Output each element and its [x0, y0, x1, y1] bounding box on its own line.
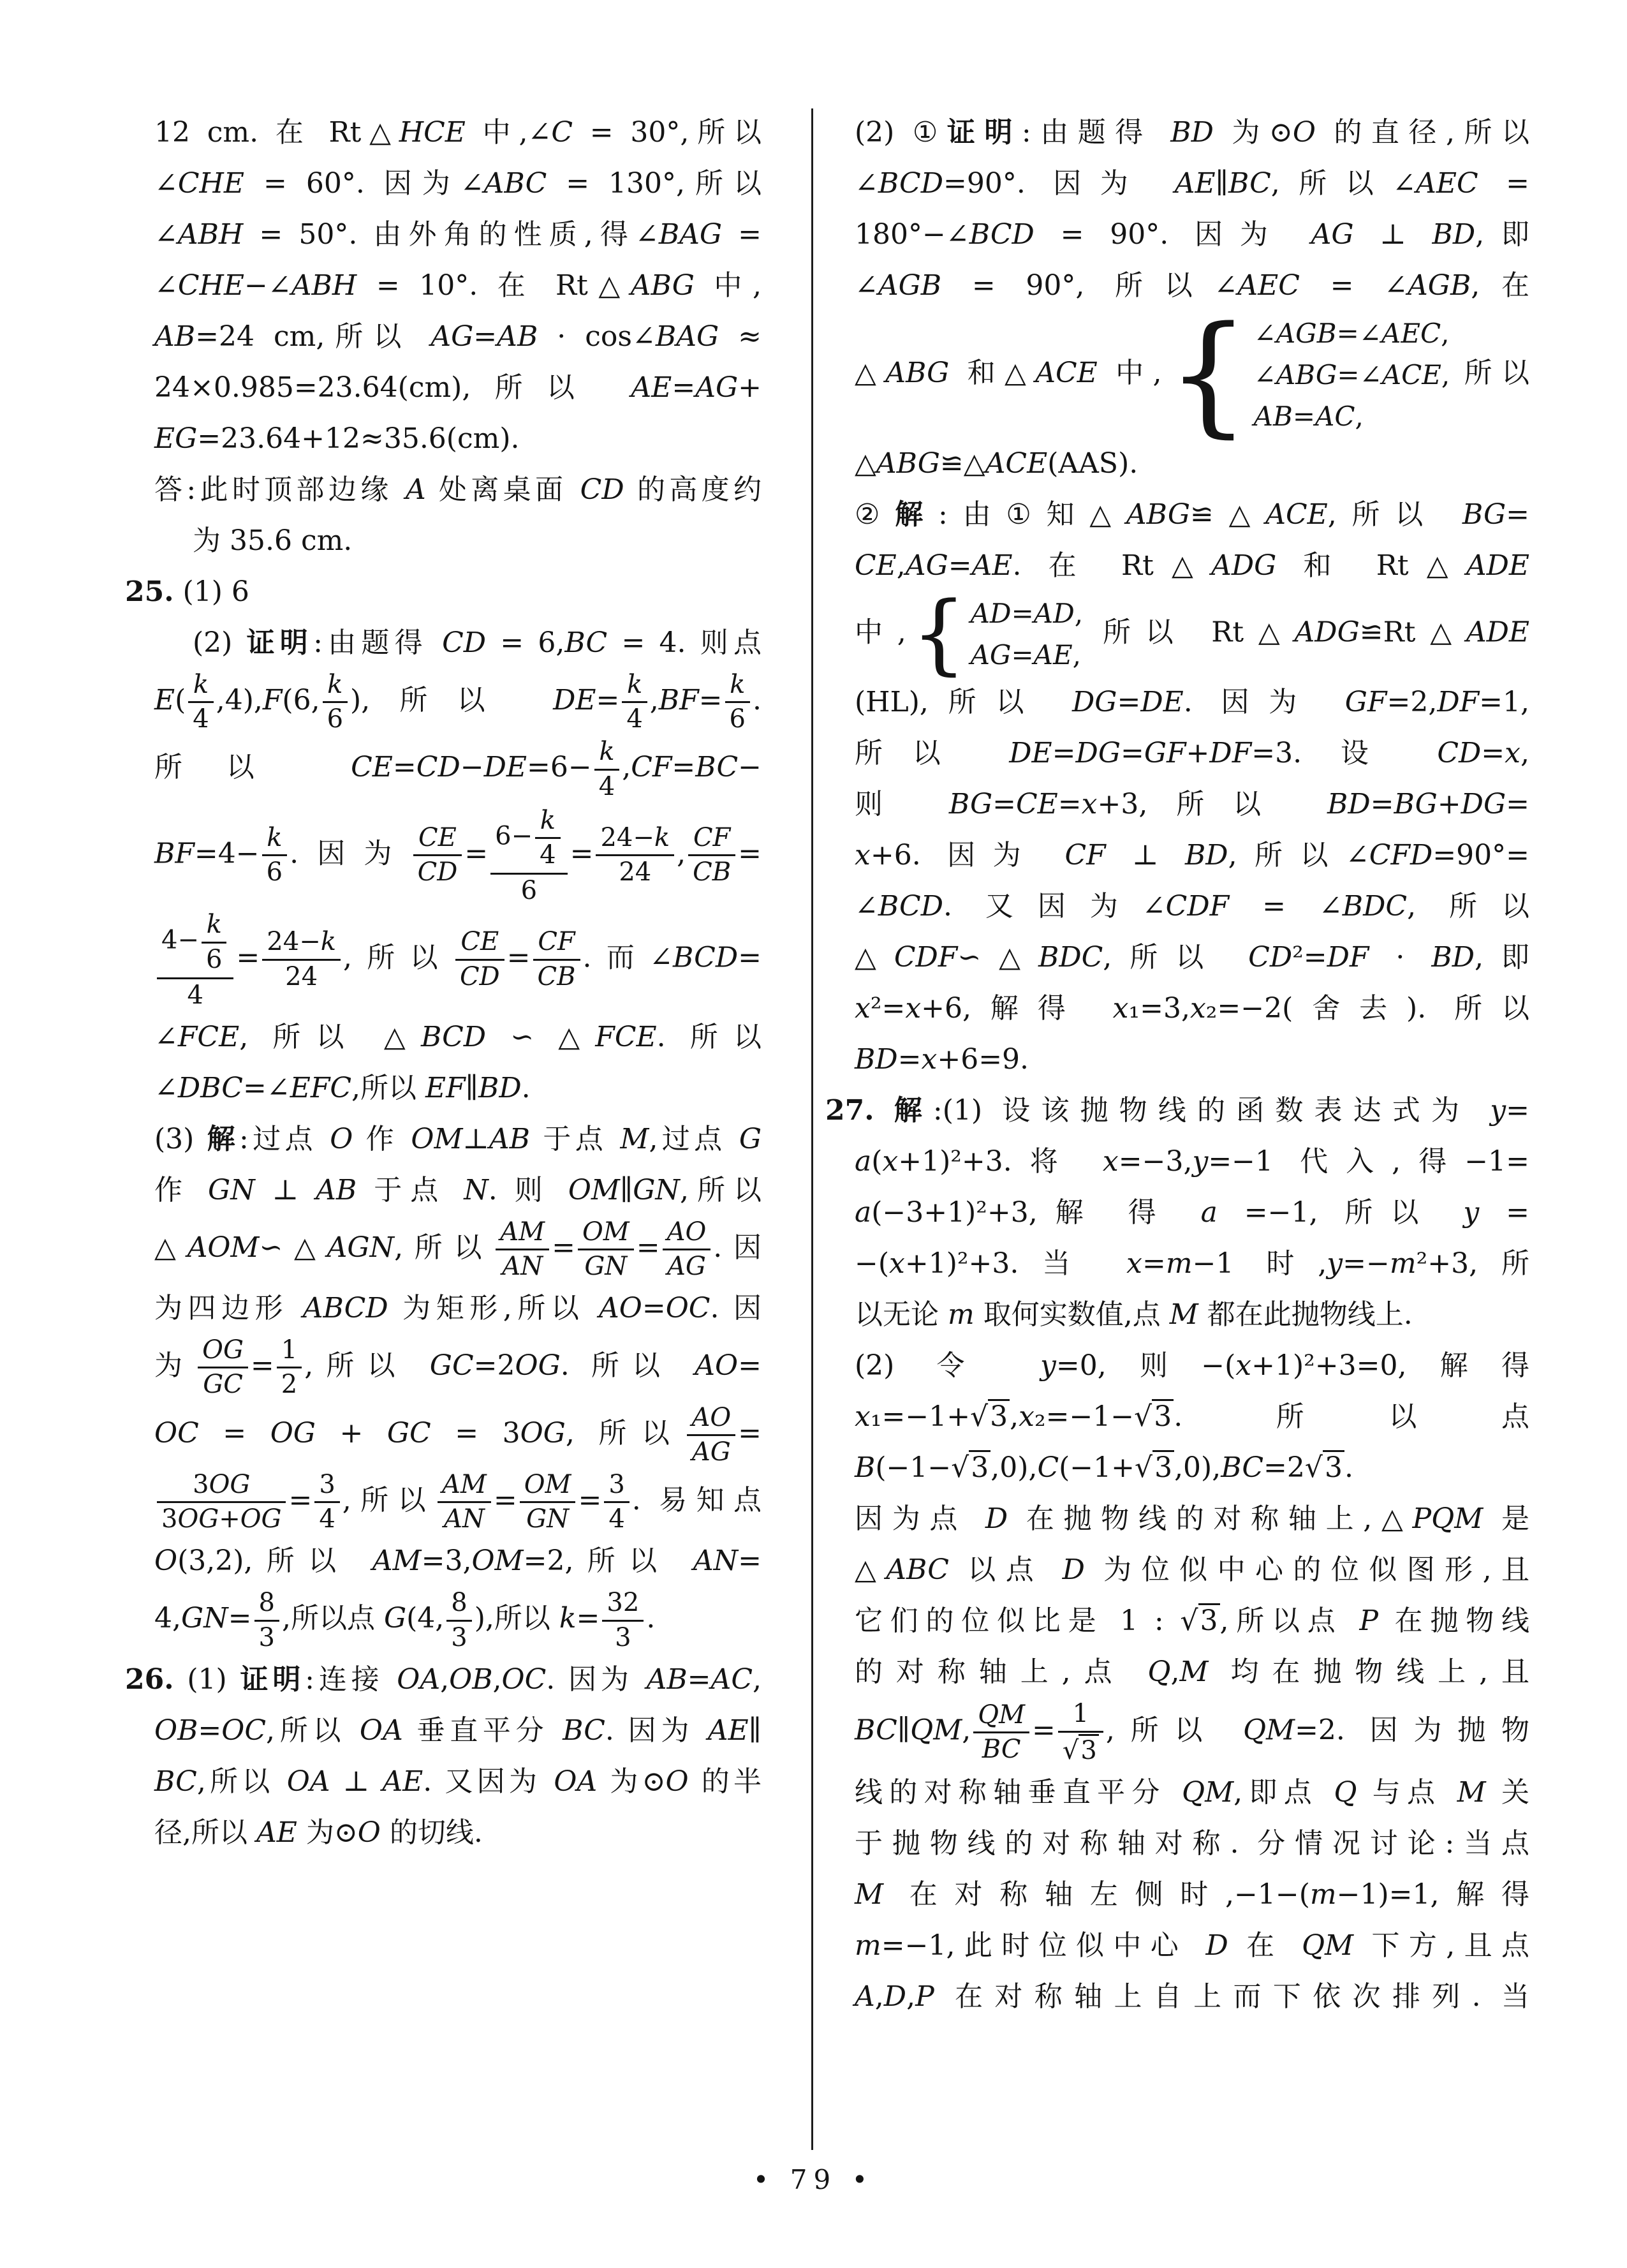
- text-line: $\frac{3OG}{3OG+OG}$ = $\frac{3}{4}$ ,所以 $\frac{AM}{AN}$ = $\frac{OM}{GN}$ = $\frac{3}{4}$ . 易知点: [154, 1469, 762, 1536]
- text-line: (HL),所以 DG=DE. 因为 GF=2,DF=1,: [855, 686, 1529, 719]
- square-root: √3: [951, 1451, 990, 1484]
- fraction: $\frac{AO}{AG}$: [663, 1217, 711, 1282]
- text-line: 则 BG=CE=x+3,所以 BD=BG+DG=: [855, 788, 1529, 821]
- fraction: $\frac{CE}{CD}$: [413, 823, 462, 887]
- text-line: (2) 令 y=0,则−(x+1)²+3=0,解得: [855, 1349, 1529, 1382]
- text-line: 26. (1) 证明:连接 OA,OB,OC. 因为 AB=AC,: [125, 1663, 762, 1696]
- square-root: √3: [1305, 1451, 1344, 1484]
- text-line: A,D,P 在对称轴上自上而下依次排列. 当: [855, 1980, 1529, 2013]
- text-line: △ABC 以点 D 为位似中心的位似图形,且: [855, 1553, 1529, 1587]
- text-line: x+6. 因为 CF ⊥ BD,所以∠CFD=90°=: [855, 839, 1529, 872]
- fraction: $\frac{QM}{BC}$: [973, 1700, 1029, 1765]
- text-line: 作 GN ⊥ AB 于点 N. 则 OM∥GN,所以: [154, 1173, 762, 1206]
- fraction: 6− $\frac{k}{4}$ 6: [490, 804, 567, 907]
- text-line: OB=OC,所以 OA 垂直平分 BC. 因为 AE∥: [154, 1714, 762, 1747]
- text-line: △ABG 和△ACE 中, { ∠AGB=∠AEC, ∠ABG=∠ACE, AB=AC, 所以: [855, 298, 1529, 450]
- text-line: 的对称轴上,点 Q,M 均在抛物线上,且: [855, 1656, 1529, 1689]
- text-line: ∠BCD. 又因为∠CDF = ∠BDC, 所以: [855, 890, 1529, 923]
- text-line: 为 $\frac{OG}{GC}$ = $\frac{1}{2}$ ,所以 GC=2OG. 所以 AO=: [154, 1335, 762, 1400]
- fraction: $\frac{CF}{CB}$: [533, 927, 580, 991]
- square-root: √3: [1134, 1400, 1174, 1433]
- text-line: 它们的位似比是 1 : √3,所以点 P 在抛物线: [855, 1605, 1529, 1638]
- fraction: $\frac{3}{4}$: [604, 1470, 629, 1534]
- text-line: x₁=−1+√3,x₂=−1−√3. 所以点: [855, 1400, 1529, 1434]
- text-line: 25. (1) 6: [125, 575, 249, 608]
- fraction: $\frac{k}{6}$: [725, 670, 750, 734]
- fraction: $\frac{24-k}{24}$: [596, 823, 674, 887]
- text-line: AB=24 cm,所以 AG=AB · cos∠BAG ≈: [154, 320, 762, 353]
- text-line: 所以 CE=CD−DE=6− $\frac{k}{4}$ ,CF=BC−: [154, 737, 762, 801]
- text-line: a(−3+1)²+3,解 得 a =−1, 所以 y =: [855, 1196, 1529, 1229]
- text-line: M 在对称轴左侧时,−1−(m−1)=1,解得: [855, 1878, 1530, 1911]
- text-line: 12 cm. 在 Rt△HCE 中,∠C = 30°,所以: [154, 116, 762, 149]
- text-line: (2) 证明:由题得 CD = 6,BC = 4. 则点: [193, 626, 762, 659]
- text-line: 为四边形 ABCD 为矩形,所以 AO=OC. 因: [154, 1292, 762, 1325]
- page-footer: [0, 2164, 1627, 2195]
- text-line: ∠ABH = 50°. 由外角的性质,得∠BAG =: [154, 218, 762, 251]
- fraction: 4− $\frac{k}{6}$ 4: [157, 908, 233, 1011]
- equation-system: { ∠AGB=∠AEC, ∠ABG=∠ACE, AB=AC,: [1167, 298, 1450, 450]
- square-root: √3: [1135, 1451, 1174, 1484]
- text-line: ∠CHE−∠ABH = 10°. 在 Rt△ABG 中,: [154, 269, 762, 302]
- text-line: −(x+1)²+3.当 x=m−1 时,y=−m²+3,所: [855, 1247, 1529, 1280]
- fraction: $\frac{k}{6}$: [262, 823, 287, 887]
- text-line: ∠CHE = 60°. 因为∠ABC = 130°,所以: [154, 167, 762, 200]
- text-line: △AOM∽△AGN,所以 $\frac{AM}{AN}$ = $\frac{OM}{GN}$ = $\frac{AO}{AG}$ .因: [154, 1217, 762, 1282]
- fraction: $\frac{AM}{AN}$: [438, 1470, 491, 1534]
- fraction: $\frac{k}{4}$: [535, 806, 560, 870]
- text-line: 4− $\frac{k}{6}$ 4 = $\frac{24-k}{24}$ ,所以 $\frac{CE}{CD}$ = $\frac{CF}{CB}$ .而∠BCD=: [154, 907, 762, 1012]
- text-line: OC = OG + GC = 3OG, 所以 $\frac{AO}{AG}$ =: [154, 1402, 762, 1467]
- fraction: $\frac{24-k}{24}$: [262, 927, 341, 991]
- fraction: $\frac{k}{4}$: [188, 670, 213, 734]
- text-line: 27. 解:(1) 设该抛物线的函数表达式为 y=: [825, 1094, 1530, 1127]
- left-brace: {: [911, 583, 967, 685]
- text-line: (2) ①证明:由题得 BD 为⊙O 的直径,所以: [855, 116, 1529, 149]
- text-line: △CDF∽△BDC,所以 CD²=DF · BD,即: [855, 941, 1529, 974]
- fraction: $\frac{AM}{AN}$: [496, 1217, 549, 1282]
- text-line: 线的对称轴垂直平分 QM,即点 Q 与点 M 关: [855, 1775, 1529, 1809]
- text-line: ∠AGB = 90°, 所以∠AEC = ∠AGB,在: [855, 269, 1529, 302]
- fraction: $\frac{OM}{GN}$: [520, 1470, 576, 1534]
- fraction: $\frac{AO}{AG}$: [687, 1403, 735, 1467]
- text-line: x²=x+6,解得 x₁=3,x₂=−2(舍去). 所以: [855, 992, 1529, 1025]
- column-divider-rule: [811, 108, 813, 2150]
- text-line: a(x+1)²+3.将 x=−3,y=−1 代入,得−1=: [855, 1145, 1530, 1178]
- fraction: $\frac{8}{3}$: [254, 1588, 279, 1652]
- text-line: 径,所以 AE 为⊙O 的切线.: [154, 1816, 483, 1849]
- fraction: $\frac{1}{2}$: [277, 1335, 302, 1400]
- text-line: ∠BCD=90°. 因为 AE∥BC,所以∠AEC =: [855, 167, 1529, 200]
- fraction: $\frac{k}{6}$: [323, 670, 348, 734]
- text-line: 因为点 D 在抛物线的对称轴上,△PQM 是: [855, 1502, 1529, 1536]
- text-line: △ABG≌△ACE(AAS).: [855, 447, 1138, 480]
- fraction: $\frac{k}{4}$: [622, 670, 647, 734]
- text-line: 所以 DE=DG=GF+DF=3. 设 CD=x,: [855, 737, 1529, 770]
- text-line: CE,AG=AE. 在 Rt△ADG 和 Rt△ADE: [855, 549, 1529, 582]
- text-line: 为 35.6 cm.: [193, 524, 353, 557]
- square-root: √3: [1180, 1605, 1219, 1637]
- text-line: BF=4− $\frac{k}{6}$ .因为 $\frac{CE}{CD}$ = 6− $\frac{k}{4}$ 6 = $\frac{24-k}{24}$ , $\frac{CF}{CB}$ =: [154, 805, 762, 906]
- fraction: $\frac{OG}{GC}$: [198, 1335, 248, 1400]
- page-number: • 79 •: [753, 2164, 874, 2195]
- text-line: B(−1−√3,0),C(−1+√3,0),BC=2√3.: [855, 1451, 1353, 1485]
- square-root: √3: [1063, 1736, 1099, 1765]
- left-text-column: [125, 107, 762, 1858]
- text-line: 180°−∠BCD = 90°. 因为 AG ⊥ BD,即: [855, 218, 1529, 251]
- text-line: BD=x+6=9.: [855, 1043, 1029, 1076]
- text-line: 24×0.985=23.64(cm),所以 AE=AG+: [154, 371, 762, 404]
- left-brace: {: [1167, 298, 1250, 450]
- text-line: 于抛物线的对称轴对称. 分情况讨论:当点: [855, 1827, 1529, 1860]
- text-line: m=−1,此时位似中心 D 在 QM 下方,且点: [855, 1929, 1529, 1962]
- text-line: 以无论 m 取何实数值,点 M 都在此抛物线上.: [855, 1298, 1413, 1331]
- fraction: $\frac{CF}{CB}$: [688, 823, 735, 887]
- text-line: BC,所以 OA ⊥ AE. 又因为 OA 为⊙O 的半: [154, 1765, 762, 1798]
- text-line: 答:此时顶部边缘 A 处离桌面 CD 的高度约: [154, 473, 762, 506]
- fraction: $\frac{CE}{CD}$: [455, 927, 504, 991]
- fraction: $\frac{3}{4}$: [314, 1470, 339, 1534]
- square-root: √3: [970, 1400, 1010, 1433]
- text-line: 4,GN= $\frac{8}{3}$ ,所以点 G(4, $\frac{8}{3}$ ),所以 k= $\frac{32}{3}$ .: [154, 1588, 656, 1652]
- text-line: O(3,2),所以 AM=3,OM=2,所以 AN=: [154, 1545, 762, 1578]
- text-line: (3) 解:过点 O 作 OM⊥AB 于点 M,过点 G: [154, 1122, 762, 1155]
- fraction: $\frac{32}{3}$: [602, 1588, 644, 1652]
- fraction: $\frac{k}{6}$: [202, 910, 226, 974]
- text-line: BC∥QM, $\frac{QM}{BC}$ = $\frac{1}{√3}$ ,所以 QM=2. 因为抛物: [855, 1699, 1529, 1765]
- equation-system: { AD=AD, AG=AE,: [911, 583, 1084, 685]
- fraction: $\frac{8}{3}$: [446, 1588, 471, 1652]
- right-text-column: [825, 107, 1530, 2022]
- text-line: ∠DBC=∠EFC,所以 EF∥BD.: [154, 1071, 531, 1104]
- text-line: ②解:由①知△ABG≌△ACE,所以 BG=: [855, 498, 1529, 531]
- text-line: E( $\frac{k}{4}$ ,4),F(6, $\frac{k}{6}$ ),所以 DE= $\frac{k}{4}$ ,BF= $\frac{k}{6}$ .: [154, 670, 762, 734]
- fraction: $\frac{k}{4}$: [594, 737, 619, 801]
- text-line: ∠FCE, 所以 △BCD ∽ △FCE. 所以: [154, 1020, 762, 1053]
- text-line: 中, { AD=AD, AG=AE, 所以 Rt△ADG≌Rt△ADE: [855, 583, 1529, 685]
- text-line: EG=23.64+12≈35.6(cm).: [154, 422, 520, 455]
- fraction: $\frac{3OG}{3OG+OG}$: [157, 1470, 286, 1534]
- fraction: $\frac{OM}{GN}$: [578, 1217, 634, 1282]
- fraction: $\frac{1}{√3}$: [1058, 1699, 1103, 1765]
